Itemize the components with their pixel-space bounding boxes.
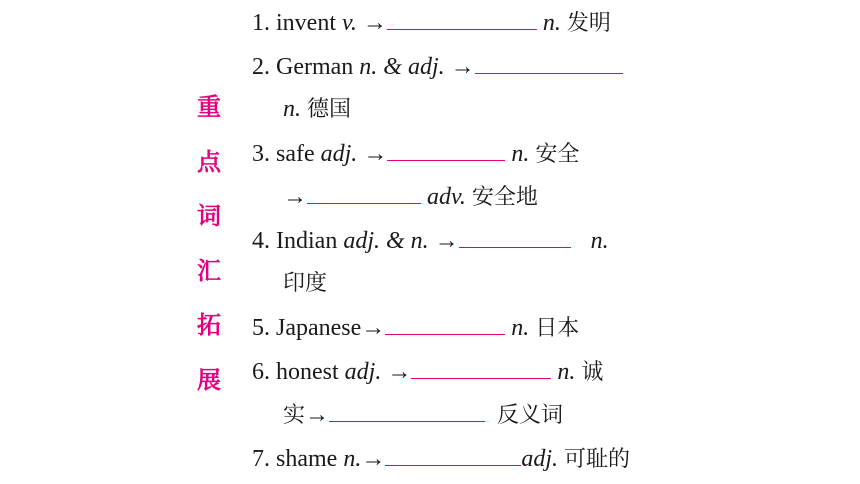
section-title-char: 点 bbox=[197, 147, 221, 176]
item-pos: adj. bbox=[320, 141, 358, 167]
exercise-item-1 bbox=[252, 7, 611, 37]
target-pos: n. bbox=[511, 141, 530, 167]
arrow: → bbox=[363, 141, 388, 167]
section-title bbox=[193, 92, 225, 419]
exercise-item-3 bbox=[252, 138, 579, 168]
item-word: Japanese bbox=[276, 315, 362, 341]
meaning: 印度 bbox=[283, 271, 328, 296]
answer-blank[interactable] bbox=[475, 51, 623, 74]
exercise-item-6-cont bbox=[283, 399, 563, 429]
arrow: → bbox=[361, 315, 386, 341]
item-number: 2. bbox=[252, 54, 270, 80]
target-pos: n. bbox=[590, 228, 609, 254]
target-pos: n. bbox=[542, 10, 561, 36]
item-number: 1. bbox=[252, 10, 270, 36]
target-pos: n. bbox=[283, 96, 301, 122]
meaning: 德国 bbox=[307, 97, 352, 122]
section-title-char: 拓 bbox=[197, 311, 221, 339]
arrow: → bbox=[387, 359, 412, 385]
exercise-item-2 bbox=[252, 51, 623, 81]
section-title-char: 词 bbox=[197, 202, 221, 230]
item-pos: adj. bbox=[344, 359, 382, 385]
item-number: 7. bbox=[252, 446, 270, 472]
exercise-item-7 bbox=[252, 443, 630, 473]
answer-blank[interactable] bbox=[459, 225, 571, 248]
target-pos: n. bbox=[557, 359, 576, 385]
meaning: 安全地 bbox=[471, 185, 538, 210]
item-word: shame bbox=[276, 446, 338, 472]
target-pos: n. bbox=[511, 315, 530, 341]
exercise-item-3-cont bbox=[283, 181, 538, 211]
answer-blank[interactable] bbox=[307, 181, 421, 204]
meaning: 安全 bbox=[535, 142, 580, 167]
item-word: honest bbox=[276, 359, 339, 385]
item-pos: n. bbox=[343, 446, 362, 472]
meaning: 发明 bbox=[566, 11, 611, 36]
target-pos: adv. bbox=[427, 184, 466, 210]
exercise-item-2-cont bbox=[283, 94, 351, 124]
item-number: 6. bbox=[252, 359, 270, 385]
arrow: → bbox=[361, 446, 386, 472]
meaning: 反义词 bbox=[497, 403, 564, 428]
meaning: 日本 bbox=[535, 316, 580, 341]
answer-blank[interactable] bbox=[385, 443, 521, 466]
item-word: Indian bbox=[276, 228, 338, 254]
meaning: 诚 bbox=[581, 360, 604, 385]
answer-blank[interactable] bbox=[387, 138, 505, 161]
exercise-item-6 bbox=[252, 356, 603, 386]
item-pos: v. bbox=[342, 10, 357, 36]
item-pos: n. & adj. bbox=[359, 54, 445, 80]
item-number: 4. bbox=[252, 228, 270, 254]
arrow: → bbox=[305, 402, 330, 428]
exercise-item-4-cont bbox=[283, 268, 327, 298]
item-word: German bbox=[276, 54, 354, 80]
answer-blank[interactable] bbox=[387, 7, 537, 30]
item-word: invent bbox=[276, 10, 336, 36]
answer-blank[interactable] bbox=[411, 356, 551, 379]
meaning: 实 bbox=[283, 403, 306, 428]
exercise-item-4 bbox=[252, 225, 609, 255]
section-title-char: 展 bbox=[197, 365, 221, 394]
item-pos: adj. & n. bbox=[343, 228, 429, 254]
target-pos: adj. bbox=[521, 446, 558, 472]
item-number: 5. bbox=[252, 315, 270, 341]
answer-blank[interactable] bbox=[385, 312, 505, 335]
exercise-item-5 bbox=[252, 312, 579, 342]
item-word: safe bbox=[276, 141, 315, 167]
item-number: 3. bbox=[252, 141, 270, 167]
arrow: → bbox=[362, 10, 387, 36]
arrow: → bbox=[283, 184, 307, 210]
section-title-char: 汇 bbox=[197, 256, 221, 285]
answer-blank[interactable] bbox=[329, 399, 485, 422]
section-title-char: 重 bbox=[197, 93, 221, 121]
meaning: 可耻的 bbox=[563, 447, 630, 472]
arrow: → bbox=[450, 54, 475, 80]
arrow: → bbox=[434, 228, 459, 254]
